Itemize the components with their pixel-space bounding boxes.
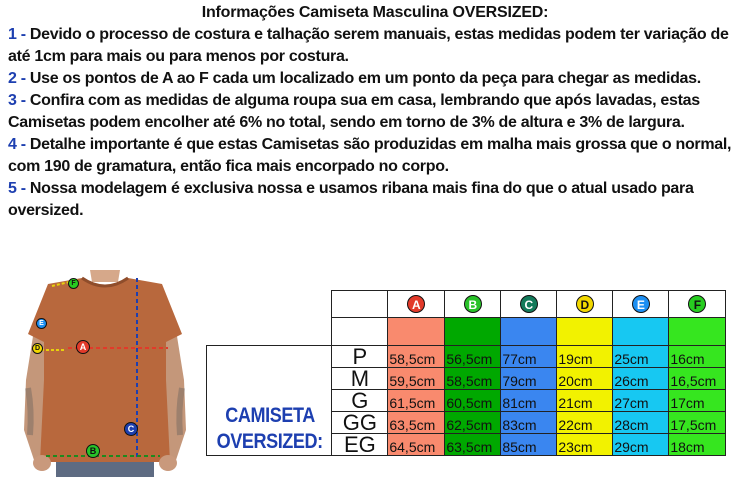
table-cell: 26cm [613, 368, 669, 390]
table-cell: 17,5cm [669, 412, 726, 434]
product-label-line2: OVERSIZED: [216, 430, 323, 453]
table-cell: 25cm [613, 346, 669, 368]
table-cell: 17cm [669, 390, 726, 412]
size-label: GG [332, 412, 388, 434]
table-header-row [207, 291, 726, 318]
notes-list [8, 24, 743, 222]
column-header-f [669, 291, 726, 318]
table-cell: 63,5cm [445, 434, 501, 456]
size-label: M [332, 368, 388, 390]
size-label: P [332, 346, 388, 368]
table-cell: 83cm [501, 412, 557, 434]
table-cell: 27cm [613, 390, 669, 412]
letter-e-icon: E [632, 295, 650, 313]
table-cell: 19cm [557, 346, 613, 368]
letter-d-icon: D [576, 295, 594, 313]
table-cell: 77cm [501, 346, 557, 368]
letter-c-icon: C [520, 295, 538, 313]
table-cell: 18cm [669, 434, 726, 456]
table-cell: 60,5cm [445, 390, 501, 412]
table-cell: 63,5cm [388, 412, 445, 434]
table-cell: 81cm [501, 390, 557, 412]
table-row [207, 346, 726, 368]
table-cell: 58,5cm [388, 346, 445, 368]
letter-a-icon: A [407, 295, 425, 313]
letter-b-icon: B [464, 295, 482, 313]
table-cell: 62,5cm [445, 412, 501, 434]
table-cell: 29cm [613, 434, 669, 456]
size-label: G [332, 390, 388, 412]
note-5: 5 - Nossa modelagem é exclusiva nossa e usamos ribana mais fina do que o atual usado para oversized. [8, 180, 694, 219]
table-cell: 22cm [557, 412, 613, 434]
table-cell: 79cm [501, 368, 557, 390]
letter-f-icon: F [688, 295, 706, 313]
page-title: Informações Camiseta Masculina OVERSIZED: [201, 4, 549, 21]
table-cell: 56,5cm [445, 346, 501, 368]
column-header-d [557, 291, 613, 318]
note-4: 4 - Detalhe importante é que estas Camisetas são produzidas em malha mais grossa que o normal, com 190 de gramatura, então fica mais encorpado no corpo. [8, 136, 732, 175]
marker-d-icon: D [32, 343, 43, 354]
marker-a-icon: A [76, 340, 90, 354]
table-cell: 61,5cm [388, 390, 445, 412]
marker-e-icon: E [36, 318, 47, 329]
table-cell: 16,5cm [669, 368, 726, 390]
product-label [207, 346, 332, 456]
note-2: 2 - Use os pontos de A ao F cada um localizado em um ponto da peça para chegar as medidas. [8, 70, 701, 87]
size-label: EG [332, 434, 388, 456]
tshirt-illustration [20, 270, 190, 477]
table-cell: 64,5cm [388, 434, 445, 456]
marker-b-icon: B [86, 444, 100, 458]
table-cell: 59,5cm [388, 368, 445, 390]
column-header-e [613, 291, 669, 318]
marker-f-icon: F [68, 278, 79, 289]
table-cell: 58,5cm [445, 368, 501, 390]
note-3: 3 - Confira com as medidas de alguma roupa sua em casa, lembrando que após lavadas, estas Camisetas podem encolher até 6% no total, sendo em torno de 3% de altura e 3% de largura. [8, 92, 700, 131]
product-label-line1: CAMISETA [224, 404, 315, 427]
tshirt-diagram [20, 270, 190, 477]
table-cell: 16cm [669, 346, 726, 368]
column-header-c [501, 291, 557, 318]
table-cell: 28cm [613, 412, 669, 434]
table-cell: 23cm [557, 434, 613, 456]
table-cell: 21cm [557, 390, 613, 412]
table-cell: 85cm [501, 434, 557, 456]
column-header-a [388, 291, 445, 318]
marker-c-icon: C [124, 422, 138, 436]
table-cell: 20cm [557, 368, 613, 390]
size-table [206, 290, 726, 456]
note-1: 1 - Devido o processo de costura e talhação serem manuais, estas medidas podem ter variação de até 1cm para mais ou para menos por costura. [8, 26, 729, 65]
column-header-b [445, 291, 501, 318]
